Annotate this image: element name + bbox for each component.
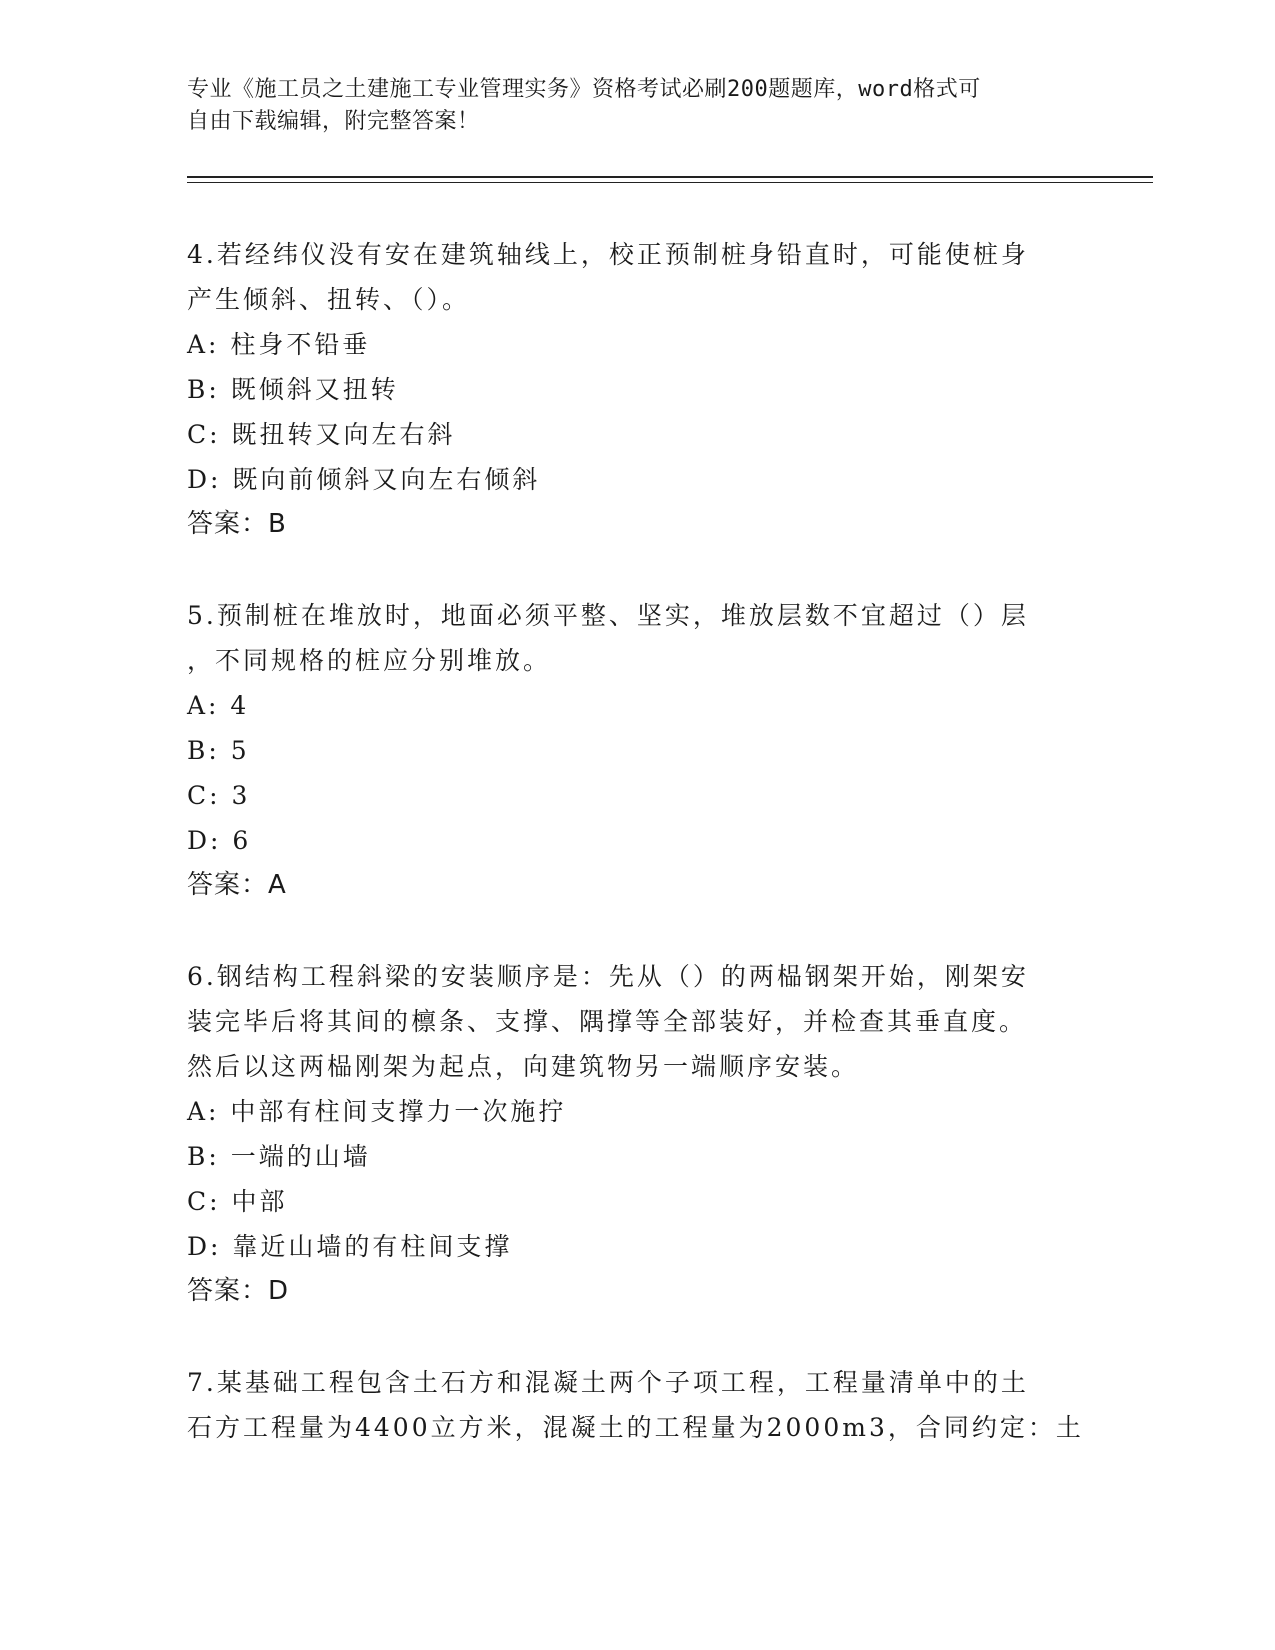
- option-d: D: 6: [187, 826, 252, 855]
- header-line-1: 专业《施工员之土建施工专业管理实务》资格考试必刷200题题库，word格式可: [187, 77, 981, 102]
- question-5: [187, 593, 1087, 908]
- question-stem-line: 然后以这两榀刚架为起点，向建筑物另一端顺序安装。: [187, 1052, 860, 1081]
- question-stem-line: 4.若经纬仪没有安在建筑轴线上，校正预制桩身铅直时，可能使桩身: [187, 240, 1029, 269]
- header-line-2: 自由下载编辑，附完整答案！: [187, 109, 480, 134]
- option-d: D: 既向前倾斜又向左右倾斜: [187, 465, 541, 494]
- document-header: [187, 74, 1067, 138]
- question-stem-line: 石方工程量为4400立方米，混凝土的工程量为2000m3，合同约定：土: [187, 1413, 1084, 1442]
- question-6: [187, 954, 1087, 1314]
- question-4: [187, 232, 1087, 547]
- question-stem-line: 5.预制桩在堆放时，地面必须平整、坚实，堆放层数不宜超过（）层: [187, 601, 1029, 630]
- question-stem-line: 产生倾斜、扭转、（）。: [187, 285, 471, 314]
- option-d: D: 靠近山墙的有柱间支撑: [187, 1232, 513, 1261]
- answer-label: 答案：D: [187, 1276, 290, 1306]
- option-c: C: 中部: [187, 1187, 288, 1216]
- option-c: C: 3: [187, 781, 251, 810]
- option-b: B: 一端的山墙: [187, 1142, 371, 1171]
- answer-label: 答案：B: [187, 509, 287, 539]
- question-stem-line: 7.某基础工程包含土石方和混凝土两个子项工程，工程量清单中的土: [187, 1368, 1029, 1397]
- question-stem-line: 装完毕后将其间的檩条、支撑、隅撑等全部装好，并检查其垂直度。: [187, 1007, 1028, 1036]
- option-a: A: 4: [187, 691, 250, 720]
- option-a: A: 中部有柱间支撑力一次施拧: [187, 1097, 567, 1126]
- header-divider-thin: [187, 182, 1153, 183]
- header-divider-thick: [187, 176, 1153, 178]
- option-a: A: 柱身不铅垂: [187, 330, 371, 359]
- option-b: B: 5: [187, 736, 250, 765]
- question-stem-line: ，不同规格的桩应分别堆放。: [187, 646, 552, 675]
- question-list: [187, 232, 1087, 1496]
- question-7: [187, 1360, 1087, 1450]
- option-c: C: 既扭转又向左右斜: [187, 420, 456, 449]
- answer-label: 答案：A: [187, 870, 287, 900]
- question-stem-line: 6.钢结构工程斜梁的安装顺序是：先从（）的两榀钢架开始，刚架安: [187, 962, 1029, 991]
- option-b: B: 既倾斜又扭转: [187, 375, 399, 404]
